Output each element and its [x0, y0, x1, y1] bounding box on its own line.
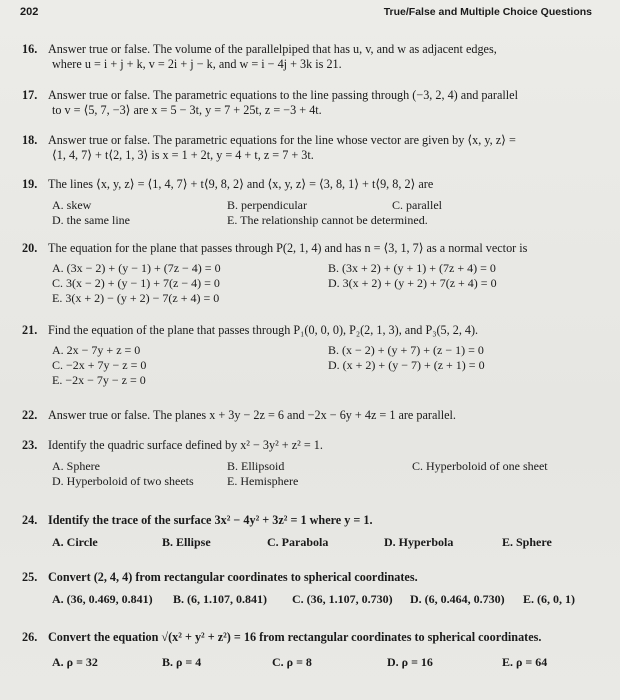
question-number: 16. — [22, 42, 38, 56]
option-e: E. Sphere — [502, 535, 552, 549]
question-number: 25. — [22, 570, 38, 584]
question-17 — [22, 88, 602, 120]
option-e: E. Hemisphere — [227, 474, 299, 488]
question-19 — [22, 177, 602, 229]
question-18 — [22, 133, 602, 165]
option-d: D. (6, 0.464, 0.730) — [410, 592, 505, 606]
question-23 — [22, 438, 602, 488]
question-text: Convert (2, 4, 4) from rectangular coordinates to spherical coordinates. — [48, 570, 418, 584]
question-text-continued: where u = i + j + k, v = 2i + j − k, and w = i − 4j + 3k is 21. — [52, 57, 342, 71]
question-text: The lines ⟨x, y, z⟩ = ⟨1, 4, 7⟩ + t⟨9, 8, 2⟩ and ⟨x, y, z⟩ = ⟨3, 8, 1⟩ + t⟨9, 8, 2⟩ are — [48, 177, 434, 191]
option-e: E. −2x − 7y − z = 0 — [52, 373, 146, 387]
question-22 — [22, 408, 602, 424]
question-text: Identify the trace of the surface 3x² − 4y² + 3z² = 1 where y = 1. — [48, 513, 373, 527]
question-text: Answer true or false. The parametric equations for the line whose vector are given by ⟨x, y, z⟩ = — [48, 133, 516, 147]
section-title: True/False and Multiple Choice Questions — [383, 6, 592, 18]
option-a: A. Sphere — [52, 459, 100, 473]
question-text: Answer true or false. The planes x + 3y − 2z = 6 and −2x − 6y + 4z = 1 are parallel. — [48, 408, 456, 422]
question-number: 17. — [22, 88, 38, 102]
option-e: E. (6, 0, 1) — [523, 592, 575, 606]
question-24 — [22, 513, 602, 553]
option-a: A. (36, 0.469, 0.841) — [52, 592, 153, 606]
question-number: 19. — [22, 177, 38, 191]
question-number: 21. — [22, 323, 38, 337]
question-20 — [22, 241, 602, 309]
question-text-continued: to v = ⟨5, 7, −3⟩ are x = 5 − 3t, y = 7 + 25t, z = −3 + 4t. — [52, 103, 322, 117]
option-a: A. (3x − 2) + (y − 1) + (7z − 4) = 0 — [52, 261, 221, 275]
option-b: B. (x − 2) + (y + 7) + (z − 1) = 0 — [328, 343, 484, 357]
question-number: 24. — [22, 513, 38, 527]
question-21 — [22, 323, 602, 391]
option-c: C. −2x + 7y − z = 0 — [52, 358, 147, 372]
option-b: B. (3x + 2) + (y + 1) + (7z + 4) = 0 — [328, 261, 496, 275]
option-e: E. 3(x + 2) − (y + 2) − 7(z + 4) = 0 — [52, 291, 220, 305]
option-d: D. (x + 2) + (y − 7) + (z + 1) = 0 — [328, 358, 485, 372]
option-a: A. 2x − 7y + z = 0 — [52, 343, 141, 357]
option-d: D. Hyperbola — [384, 535, 454, 549]
option-c: C. ρ = 8 — [272, 655, 312, 669]
option-c: C. Parabola — [267, 535, 329, 549]
option-d: D. 3(x + 2) + (y + 2) + 7(z + 4) = 0 — [328, 276, 497, 290]
question-number: 18. — [22, 133, 38, 147]
question-text: The equation for the plane that passes through P(2, 1, 4) and has n = ⟨3, 1, 7⟩ as a normal vector is — [48, 241, 528, 255]
question-text: Answer true or false. The parametric equations to the line passing through (−3, 2, 4) and parallel — [48, 88, 518, 102]
option-e: E. ρ = 64 — [502, 655, 548, 669]
question-25 — [22, 570, 602, 610]
option-a: A. Circle — [52, 535, 98, 549]
option-c: C. 3(x − 2) + (y − 1) + 7(z − 4) = 0 — [52, 276, 220, 290]
page-number: 202 — [20, 6, 39, 18]
option-b: B. perpendicular — [227, 198, 307, 212]
option-e: E. The relationship cannot be determined. — [227, 213, 428, 227]
option-b: B. Ellipse — [162, 535, 211, 549]
question-text: Answer true or false. The volume of the parallelpiped that has u, v, and w as adjacent edges, — [48, 42, 497, 56]
option-d: D. Hyperboloid of two sheets — [52, 474, 194, 488]
option-b: B. (6, 1.107, 0.841) — [173, 592, 267, 606]
question-26 — [22, 630, 602, 674]
question-text-continued: ⟨1, 4, 7⟩ + t⟨2, 1, 3⟩ is x = 1 + 2t, y = 4 + t, z = 7 + 3t. — [52, 148, 314, 162]
question-text: Identify the quadric surface defined by x² − 3y² + z² = 1. — [48, 438, 323, 452]
option-c: C. parallel — [392, 198, 442, 212]
question-number: 22. — [22, 408, 38, 422]
option-b: B. Ellipsoid — [227, 459, 285, 473]
option-d: D. ρ = 16 — [387, 655, 433, 669]
question-number: 23. — [22, 438, 38, 452]
option-d: D. the same line — [52, 213, 130, 227]
question-16 — [22, 42, 602, 74]
question-number: 20. — [22, 241, 38, 255]
question-number: 26. — [22, 630, 38, 644]
question-text: Convert the equation √(x² + y² + z²) = 16 from rectangular coordinates to spherical coordinates. — [48, 630, 542, 644]
option-b: B. ρ = 4 — [162, 655, 202, 669]
option-a: A. ρ = 32 — [52, 655, 98, 669]
option-c: C. Hyperboloid of one sheet — [412, 459, 548, 473]
option-a: A. skew — [52, 198, 92, 212]
page-header — [20, 6, 592, 22]
option-c: C. (36, 1.107, 0.730) — [292, 592, 393, 606]
question-text: Find the equation of the plane that passes through P₁(0, 0, 0), P₂(2, 1, 3), and P₃(5, 2, 4). — [48, 323, 479, 337]
